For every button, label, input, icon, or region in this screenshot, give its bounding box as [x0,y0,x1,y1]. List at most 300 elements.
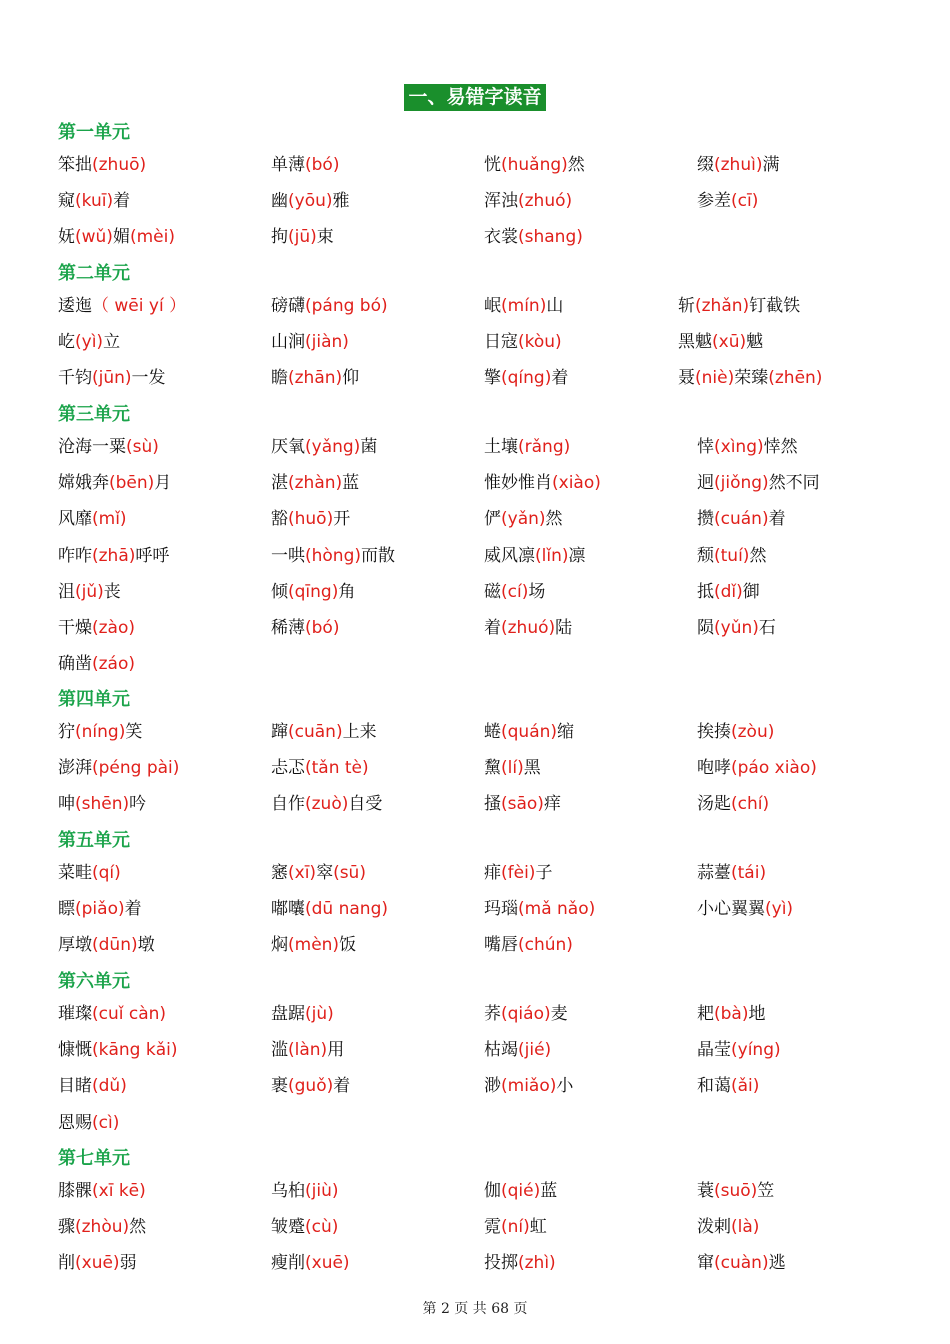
pinyin: (chí) [731,794,770,815]
pinyin: (péng pài) [92,758,180,779]
hanzi: 山 [546,296,564,316]
pinyin: (là) [731,1217,760,1238]
hanzi: 场 [528,581,546,602]
pinyin: (guǒ) [288,1076,334,1097]
word-entry [697,718,774,746]
word-entry [271,1000,334,1028]
pinyin: (quán) [501,722,558,742]
hanzi: 子 [535,863,553,883]
word-entry [58,223,175,251]
hanzi: 咆哮 [697,758,731,779]
word-row [0,187,950,215]
hanzi: 风靡 [58,509,92,530]
word-entry [697,1213,759,1241]
hanzi: 霓 [484,1217,501,1238]
unit-heading: 第三单元 [58,404,130,425]
word-row [0,364,950,392]
hanzi: 俨 [484,509,501,530]
word-entry [58,1036,177,1064]
pinyin: (fèi) [501,863,536,883]
hanzi: 用 [327,1040,345,1061]
pinyin: (kuī) [75,191,114,212]
pinyin: (wǔ) [75,227,113,248]
pinyin: (sū) [333,863,366,883]
hanzi: 黑 [523,758,541,779]
word-row [0,223,950,251]
pinyin: (yǎng) [305,437,361,457]
word-entry [271,790,382,818]
pinyin: (yíng) [731,1040,781,1061]
hanzi: 耙 [697,1004,714,1024]
pinyin: (cí) [501,581,529,602]
word-entry [271,931,356,959]
hanzi: 然 [749,545,767,566]
hanzi: 窜 [697,1253,714,1274]
hanzi: 着 [768,509,786,530]
unit-heading: 第五单元 [58,830,130,851]
hanzi: 墩 [137,935,155,956]
pinyin: (xiào) [552,473,601,494]
word-entry [697,790,769,818]
pinyin: (yōu) [288,191,333,212]
pinyin: (cuān) [288,722,343,742]
word-entry [271,151,339,179]
hanzi: 搔 [484,794,501,815]
pinyin: (níng) [75,722,126,742]
pinyin: (zhēn) [768,368,823,389]
word-entry [484,292,563,320]
pinyin: (cì) [92,1112,120,1133]
pinyin: (làn) [288,1040,328,1061]
hanzi: 和蔼 [697,1076,731,1097]
hanzi: 厚墩 [58,935,92,956]
pinyin: (kòu) [518,332,562,353]
hanzi: 豁 [271,509,288,530]
pinyin: (jiàn) [305,332,349,353]
hanzi: 斩 [678,296,695,316]
hanzi: 恩赐 [58,1112,92,1133]
pinyin: (cuán) [714,509,769,530]
hanzi: 威风凛 [484,545,535,566]
hanzi: 钉截铁 [749,296,801,316]
pinyin: (zhòu) [75,1217,130,1238]
hanzi: 湛 [271,473,288,494]
word-entry [484,1213,547,1241]
hanzi: 妩 [58,227,75,248]
hanzi: 着 [124,899,142,920]
word-entry [58,469,171,497]
hanzi: 惟妙惟肖 [484,473,552,494]
word-row [0,505,950,533]
word-row [0,328,950,356]
hanzi: 膝髁 [58,1181,92,1201]
hanzi: 稀薄 [271,618,305,638]
word-entry [484,614,572,642]
word-entry [484,187,572,215]
word-entry [58,1177,146,1205]
hanzi: 磁 [484,581,501,602]
pinyin: (bà) [714,1004,749,1024]
word-entry [58,1072,127,1100]
hanzi: 汤匙 [697,794,731,815]
hanzi: 地 [748,1004,766,1024]
hanzi: 着 [551,368,569,389]
hanzi: 蹿 [271,722,288,742]
word-row [0,790,950,818]
word-entry [697,1249,786,1277]
pinyin: (jūn) [92,368,132,389]
hanzi: 投掷 [484,1253,518,1274]
pinyin: (yì) [765,899,794,920]
pinyin: (kāng kǎi) [92,1040,178,1061]
hanzi: 悻 [697,437,714,457]
hanzi: 山涧 [271,332,305,353]
hanzi: 雅 [332,191,350,212]
hanzi: 菌 [360,437,378,457]
word-entry [271,578,355,606]
hanzi: 痱 [484,863,501,883]
word-entry [58,1000,166,1028]
pinyin: (xū) [712,332,747,353]
hanzi: 厌氧 [271,437,305,457]
hanzi: 拘 [271,227,288,248]
hanzi: 沧海一粟 [58,437,126,457]
hanzi: 沮 [58,581,75,602]
word-entry [484,364,568,392]
hanzi: 擎 [484,368,501,389]
hanzi: 然 [545,509,563,530]
hanzi: 笨拙 [58,155,92,175]
pinyin: (chún) [518,935,573,956]
hanzi: 澎湃 [58,758,92,779]
hanzi: 枯竭 [484,1040,518,1061]
hanzi: 束 [316,227,334,248]
hanzi: 笑 [125,722,143,742]
hanzi: 一发 [131,368,166,389]
word-entry [271,754,369,782]
word-row [0,469,950,497]
word-entry [484,1177,557,1205]
word-entry [271,1072,350,1100]
hanzi: 自作 [271,794,305,815]
pinyin: (jǔ) [75,581,104,602]
pinyin: (zhuó) [518,191,573,212]
word-entry [271,614,339,642]
hanzi: 晶莹 [697,1040,731,1061]
hanzi: 然 [129,1217,147,1238]
hanzi: 饭 [339,935,357,956]
word-entry [58,1109,119,1137]
pinyin: (yǔn) [714,618,759,638]
word-entry [58,1213,146,1241]
word-entry [271,718,377,746]
word-row [0,754,950,782]
hanzi: 挨揍 [697,722,731,742]
word-entry [484,859,552,887]
hanzi: 着 [333,1076,351,1097]
hanzi: 陆 [555,618,573,638]
hanzi: 璀璨 [58,1004,92,1024]
word-entry [58,328,120,356]
word-row [0,542,950,570]
hanzi: 菜畦 [58,863,92,883]
word-entry [58,1249,137,1277]
word-entry [484,542,586,570]
unit-heading: 第七单元 [58,1148,130,1169]
pinyin: (hòng) [305,545,362,566]
hanzi: 伽 [484,1181,501,1201]
hanzi: 然 [567,155,585,175]
word-entry [697,754,817,782]
word-entry [58,650,135,678]
hanzi: 慷慨 [58,1040,92,1061]
word-entry [271,1213,338,1241]
pinyin: (sù) [126,437,159,457]
hanzi: 干燥 [58,618,92,638]
word-entry [58,754,179,782]
word-entry [484,505,563,533]
pinyin: (cuàn) [714,1253,769,1274]
word-entry [271,542,395,570]
word-entry [58,505,127,533]
hanzi: 咋咋 [58,545,92,566]
pinyin: (jiù) [305,1181,339,1201]
word-row [0,433,950,461]
hanzi: 参差 [697,191,731,212]
pinyin: (jié) [518,1040,552,1061]
hanzi: 小心翼翼 [697,899,765,920]
pinyin: (qíng) [501,368,552,389]
pinyin: (dǐ) [714,581,743,602]
pinyin: (zòu) [731,722,775,742]
pinyin: （ wēi yí ） [92,296,187,316]
hanzi: 窸 [271,863,288,883]
pinyin: (dǔ) [92,1076,127,1097]
word-entry [678,364,822,392]
pinyin: (mèi) [129,227,175,248]
hanzi: 狞 [58,722,75,742]
word-entry [58,790,146,818]
hanzi: 缀 [697,155,714,175]
hanzi: 逶迤 [58,296,92,316]
word-entry [697,151,779,179]
pinyin: (dū nang) [305,899,388,920]
word-row [0,292,950,320]
pinyin: (mǐ) [92,509,127,530]
pinyin: (qiáo) [501,1004,551,1024]
word-entry [271,895,388,923]
hanzi: 开 [333,509,351,530]
pinyin: (lí) [501,758,524,779]
pinyin: (zhuì) [714,155,763,175]
word-entry [697,505,786,533]
word-entry [697,433,798,461]
hanzi: 黧 [484,758,501,779]
word-entry [271,433,377,461]
hanzi: 盘踞 [271,1004,305,1024]
word-entry [484,895,595,923]
hanzi: 瘦削 [271,1253,305,1274]
pinyin: (bó) [305,618,340,638]
pinyin: (yì) [75,332,104,353]
hanzi: 嫦娥奔 [58,473,109,494]
word-entry [484,1000,568,1028]
pinyin: (xìng) [714,437,764,457]
pinyin: (zào) [92,618,136,638]
pinyin: (mèn) [288,935,340,956]
hanzi: 逃 [768,1253,786,1274]
pinyin: (huō) [288,509,334,530]
pinyin: (zhā) [92,545,136,566]
pinyin: (miǎo) [501,1076,557,1097]
hanzi: 恍 [484,155,501,175]
hanzi: 磅礴 [271,296,305,316]
hanzi: 仰 [342,368,360,389]
word-row [0,1036,950,1064]
pinyin: (jù) [305,1004,334,1024]
word-entry [697,469,820,497]
hanzi: 上来 [342,722,377,742]
word-entry [58,718,142,746]
hanzi: 着 [484,618,501,638]
hanzi: 满 [762,155,780,175]
pinyin: (jiǒng) [714,473,769,494]
pinyin: (niè) [695,368,735,389]
hanzi: 窥 [58,191,75,212]
hanzi: 目睹 [58,1076,92,1097]
hanzi: 丧 [103,581,121,602]
hanzi: 呻 [58,794,75,815]
hanzi: 媚 [112,227,130,248]
word-entry [484,223,583,251]
hanzi: 魆 [746,332,764,353]
word-entry [58,433,159,461]
hanzi: 忐忑 [271,758,305,779]
word-entry [58,614,135,642]
hanzi: 嘴唇 [484,935,518,956]
hanzi: 弱 [119,1253,137,1274]
word-entry [484,1072,573,1100]
word-entry [484,433,570,461]
pinyin: (huǎng) [501,155,568,175]
hanzi: 单薄 [271,155,305,175]
word-row [0,151,950,179]
word-row [0,718,950,746]
word-entry [271,328,349,356]
hanzi: 痒 [543,794,561,815]
hanzi: 骤 [58,1217,75,1238]
word-entry [484,578,545,606]
hanzi: 荞 [484,1004,501,1024]
word-entry [484,1036,551,1064]
hanzi: 笠 [757,1181,775,1201]
word-entry [678,292,800,320]
word-entry [697,1177,774,1205]
hanzi: 日寇 [484,332,518,353]
pinyin: (zhàn) [288,473,343,494]
unit-heading: 第二单元 [58,263,130,284]
word-entry [58,542,169,570]
hanzi: 聂 [678,368,695,389]
hanzi: 一哄 [271,545,305,566]
pinyin: (qīng) [288,581,339,602]
hanzi: 确凿 [58,654,92,675]
word-row [0,1109,950,1137]
hanzi: 迥 [697,473,714,494]
pinyin: (yǎn) [501,509,546,530]
hanzi: 自受 [348,794,383,815]
hanzi: 衣裳 [484,227,518,248]
hanzi: 焖 [271,935,288,956]
hanzi: 麦 [550,1004,568,1024]
word-entry [484,931,573,959]
pinyin: (cī) [731,191,759,212]
hanzi: 玛瑙 [484,899,518,920]
hanzi: 嘟囔 [271,899,305,920]
word-row [0,650,950,678]
hanzi: 蒜薹 [697,863,731,883]
pinyin: (sāo) [501,794,544,815]
pinyin: (piǎo) [75,899,125,920]
pinyin: (dūn) [92,935,138,956]
word-entry [271,223,334,251]
hanzi: 蓝 [342,473,360,494]
hanzi: 裹 [271,1076,288,1097]
word-entry [58,931,155,959]
word-entry [697,1000,765,1028]
word-entry [484,1249,556,1277]
word-entry [58,578,121,606]
word-entry [271,364,359,392]
hanzi: 虹 [529,1217,547,1238]
word-entry [678,328,763,356]
pinyin: (bó) [305,155,340,175]
hanzi: 千钧 [58,368,92,389]
word-entry [697,542,766,570]
word-row [0,614,950,642]
hanzi: 倾 [271,581,288,602]
pinyin: (xī) [288,863,317,883]
unit-heading: 第四单元 [58,689,130,710]
word-entry [484,469,601,497]
pinyin: (tuí) [714,545,750,566]
hanzi: 幽 [271,191,288,212]
pinyin: (páng bó) [305,296,388,316]
hanzi: 荣臻 [734,368,769,389]
hanzi: 吟 [129,794,147,815]
word-entry [697,895,793,923]
word-entry [58,895,142,923]
word-row [0,1177,950,1205]
hanzi: 蜷 [484,722,501,742]
hanzi: 泼剌 [697,1217,731,1238]
pinyin: (zhuó) [501,618,556,638]
hanzi: 乌桕 [271,1181,305,1201]
word-entry [484,718,574,746]
word-entry [58,859,121,887]
hanzi: 呼呼 [135,545,170,566]
pinyin: (zhān) [288,368,343,389]
word-row [0,578,950,606]
pinyin: (shēn) [75,794,130,815]
hanzi: 御 [742,581,760,602]
hanzi: 屹 [58,332,75,353]
word-entry [271,1249,350,1277]
word-entry [58,187,130,215]
word-row [0,895,950,923]
pinyin: (suō) [714,1181,758,1201]
hanzi: 然不同 [768,473,820,494]
